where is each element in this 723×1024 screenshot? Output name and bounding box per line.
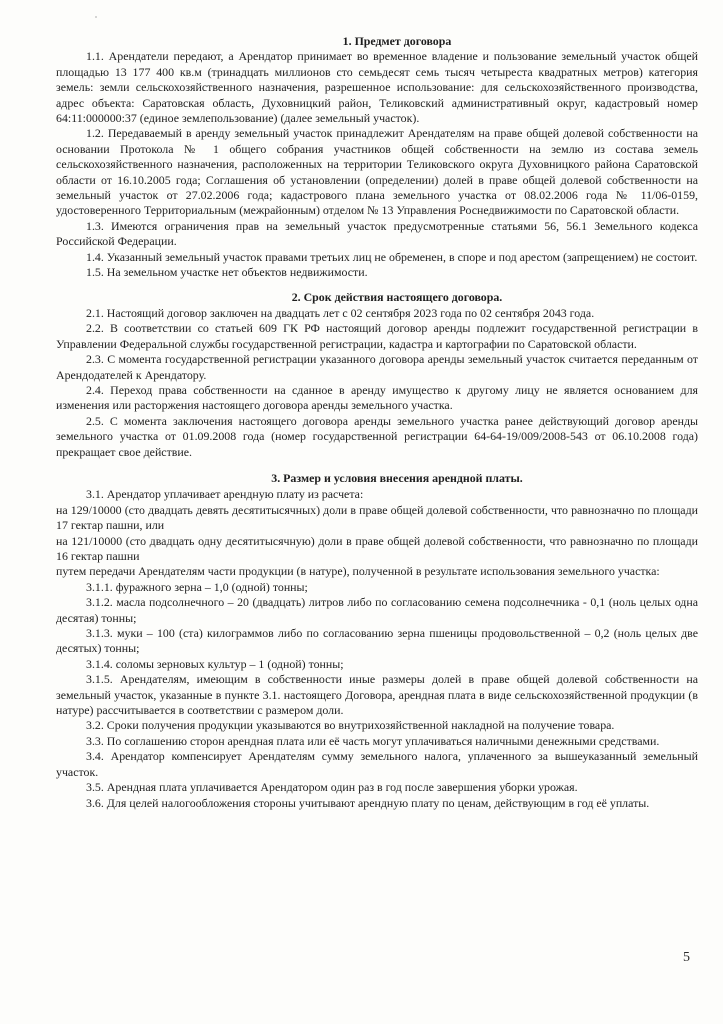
paragraph-2-3: 2.3. С момента государственной регистрации указанного договора аренды земельный участок считается переданным от Арендодателей к Арендатору. <box>56 352 698 382</box>
paragraph-2-1: 2.1. Настоящий договор заключен на двадцать лет с 02 сентября 2023 года по 02 сентября 2043 года. <box>86 305 595 320</box>
paragraph-1-3: 1.3. Имеются ограничения прав на земельный участок предусмотренные статьями 56, 56.1 Земельного кодекса Российской Федерации. <box>56 218 698 249</box>
document-body <box>56 34 698 811</box>
paragraph-3-1-4: 3.1.4. соломы зерновых культур – 1 (одной) тонны; <box>86 656 344 671</box>
section-title-rent: 3. Размер и условия внесения арендной платы. <box>271 470 523 485</box>
paragraph-2-2: 2.2. В соответствии со статьей 609 ГК РФ настоящий договор аренды подлежит государственной регистрации в Управлении Федеральной службы государственной регистрации, кадастра и картографии по Саратовской области. <box>56 321 698 351</box>
paragraph-1-4: 1.4. Указанный земельный участок правами третьих лиц не обременен, в споре и под арестом (запрещением) не состоит. <box>86 249 698 264</box>
paragraph-3-1-2: 3.1.2. масла подсолнечного – 20 (двадцать) литров либо по согласованию семена подсолнечника - 0,1 (ноль целых одна десятая) тонны; <box>56 595 698 625</box>
paragraph-3-1-5: 3.1.5. Арендателям, имеющим в собственности иные размеры долей в праве общей долевой собственности на земельный участок, указанные в пункте 3.1. настоящего Договора, арендная плата в виде сельскохозяйственной продукции (в натуре) рассчитывается в соответствии с размером доли. <box>56 672 698 718</box>
paragraph-1-1: 1.1. Арендатели передают, а Арендатор принимает во временное владение и пользование земельный участок общей площадью 13 177 400 кв.м (тринадцать миллионов сто семьдесят семь тысяч четыреста квадратных метров) категория земель: земли сельскохозяйственного назначения, разрешенное использование: для сельскохозяйственного производства, адрес объекта: Саратовская область, Духовницкий район, Теликовский административный округ, кадастровый номер 64:11:000000:37 (единое землепользование) (далее земельный участок). <box>56 49 698 126</box>
paragraph-3-1-3: 3.1.3. муки – 100 (ста) килограммов либо по согласованию зерна пшеницы продовольственной – 0,2 (ноль целых две десятых) тонны; <box>56 626 698 656</box>
paragraph-3-2: 3.2. Сроки получения продукции указываются во внутрихозяйственной накладной на получение товара. <box>86 718 615 733</box>
paragraph-3-1-share-a: на 129/10000 (сто двадцать девять десятитысячных) доли в праве общей долевой собственности, что равнозначно по площади 17 гектар пашни, или <box>56 502 698 533</box>
paragraph-3-5: 3.5. Арендная плата уплачивается Арендатором один раз в год после завершения уборки урожая. <box>86 780 578 795</box>
paragraph-3-1-method: путем передачи Арендателям части продукции (в натуре), полученной в результате использования земельного участка: <box>56 564 660 579</box>
paragraph-2-4: 2.4. Переход права собственности на сданное в аренду имущество к другому лицу не является основанием для изменения или расторжения настоящего договора аренды земельного участка. <box>56 382 698 413</box>
section-title-subject: 1. Предмет договора <box>342 34 452 48</box>
paragraph-3-1-1: 3.1.1. фуражного зерна – 1,0 (одной) тонны; <box>86 579 308 594</box>
scan-speck <box>95 16 97 18</box>
page-number: 5 <box>683 950 690 965</box>
paragraph-3-1-share-b: на 121/10000 (сто двадцать одну десятитысячную) доли в праве общей долевой собственности, что равнозначно по площади 16 гектар пашни <box>56 533 698 563</box>
paragraph-2-5: 2.5. С момента заключения настоящего договора аренды земельного участка ранее действующий договор аренды земельного участка от 01.09.2008 года (номер государственной регистрации 64-64-19/009/2008-543 от 06.10.2008 года) прекращает свое действие. <box>56 413 698 459</box>
paragraph-3-4: 3.4. Арендатор компенсирует Арендателям сумму земельного налога, уплаченного за вышеуказанный земельный участок. <box>56 749 698 779</box>
paragraph-3-6: 3.6. Для целей налогообложения стороны учитывают арендную плату по ценам, действующим в год её уплаты. <box>86 795 650 810</box>
paragraph-3-1: 3.1. Арендатор уплачивает арендную плату из расчета: <box>86 487 364 502</box>
paragraph-3-3: 3.3. По соглашению сторон арендная плата или её часть могут уплачиваться наличными денежными средствами. <box>86 733 660 748</box>
paragraph-1-2: 1.2. Передаваемый в аренду земельный участок принадлежит Арендателям на праве общей долевой собственности на основании Протокола № 1 общего собрания участников общей собственности на землю из состава земель сельскохозяйственного назначения, расположенных на территории Теликовского округа Духовницкого района Саратовской области от 16.10.2005 года; Соглашения об установлении (определении) долей в праве общей долевой собственности на земельный участок от 27.02.2006 года; кадастрового плана земельного участка от 08.02.2006 года № 11/06-0159, удостоверенного Территориальным (межрайонным) отделом № 13 Управления Роснедвижимости по Саратовской области. <box>56 126 698 218</box>
section-title-term: 2. Срок действия настоящего договора. <box>291 289 503 304</box>
paragraph-1-5: 1.5. На земельном участке нет объектов недвижимости. <box>86 265 368 280</box>
